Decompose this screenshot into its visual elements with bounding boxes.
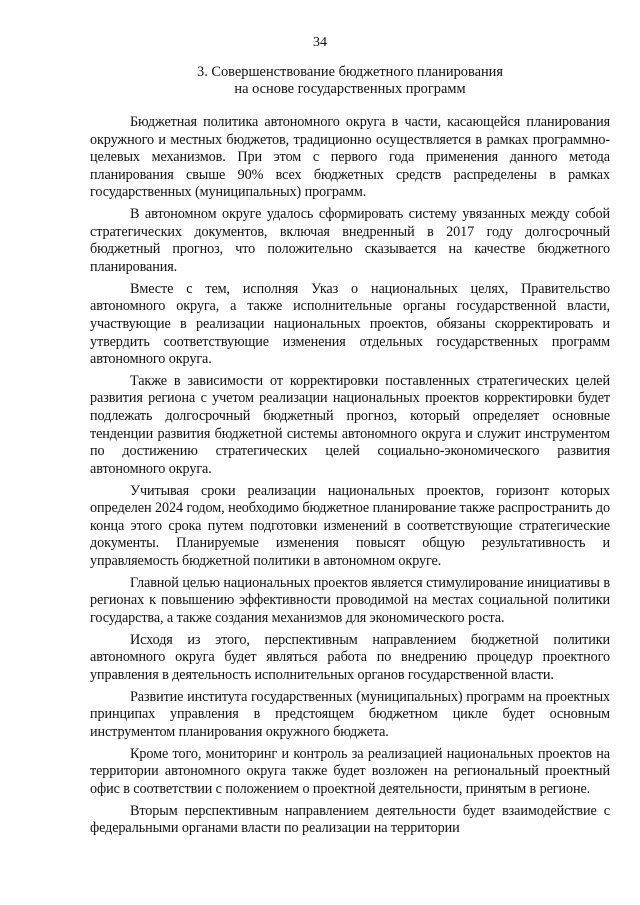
paragraph: Исходя из этого, перспективным направлением бюджетной политики автономного округа будет являться работа по внедрению процедур проектного управления в деятельность исполнительных органов государственной власти. bbox=[90, 631, 610, 683]
paragraph: Также в зависимости от корректировки поставленных стратегических целей развития региона с учетом реализации национальных проектов корректировки будет подлежать долгосрочный бюджетный прогноз, который определяет основные тенденции развития бюджетной системы автономного округа и служит инструментом по достижению стратегических целей социально-экономического развития автономного округа. bbox=[90, 372, 610, 477]
paragraph: Вместе с тем, исполняя Указ о национальных целях, Правительство автономного округа, а также исполнительные органы государственной власти, участвующие в реализации национальных проектов, обязаны скорректировать и утвердить соответствующие изменения отдельных государственных программ автономного округа. bbox=[90, 280, 610, 368]
body-text bbox=[90, 114, 610, 842]
section-heading-line-1: 3. Совершенствование бюджетного планирования bbox=[197, 64, 503, 80]
section-heading-line-2: на основе государственных программ bbox=[234, 81, 466, 97]
paragraph: Главной целью национальных проектов является стимулирование инициативы в регионах к повышению эффективности проводимой на местах социальной политики государства, а также создания механизмов для экономического роста. bbox=[90, 574, 610, 626]
section-heading bbox=[90, 64, 610, 98]
paragraph: В автономном округе удалось сформировать систему увязанных между собой стратегических документов, включая внедренный в 2017 году долгосрочный бюджетный прогноз, что положительно сказывается на качестве бюджетного планирования. bbox=[90, 206, 610, 275]
paragraph: Кроме того, мониторинг и контроль за реализацией национальных проектов на территории автономного округа также будет возложен на региональный проектный офис в соответствии с положением о проектной деятельности, принятым в регионе. bbox=[90, 745, 610, 797]
paragraph: Развитие института государственных (муниципальных) программ на проектных принципах управления в предстоящем бюджетном цикле будет основным инструментом планирования окружного бюджета. bbox=[90, 688, 610, 740]
paragraph: Учитывая сроки реализации национальных проектов, горизонт которых определен 2024 годом, необходимо бюджетное планирование также распространить до конца этого срока путем подготовки изменений в соответствующие стратегические документы. Планируемые изменения повысят общую результативность и управляемость бюджетной политики в автономном округе. bbox=[90, 482, 610, 569]
page-number: 34 bbox=[313, 35, 327, 50]
paragraph: Вторым перспективным направлением деятельности будет взаимодействие с федеральными органами власти по реализации на территории bbox=[90, 802, 610, 837]
paragraph: Бюджетная политика автономного округа в части, касающейся планирования окружного и местных бюджетов, традиционно осуществляется в рамках программно-целевых механизмов. При этом с первого года применения данного метода планирования свыше 90% всех бюджетных средств распределены в рамках государственных (муниципальных) программ. bbox=[90, 114, 610, 201]
